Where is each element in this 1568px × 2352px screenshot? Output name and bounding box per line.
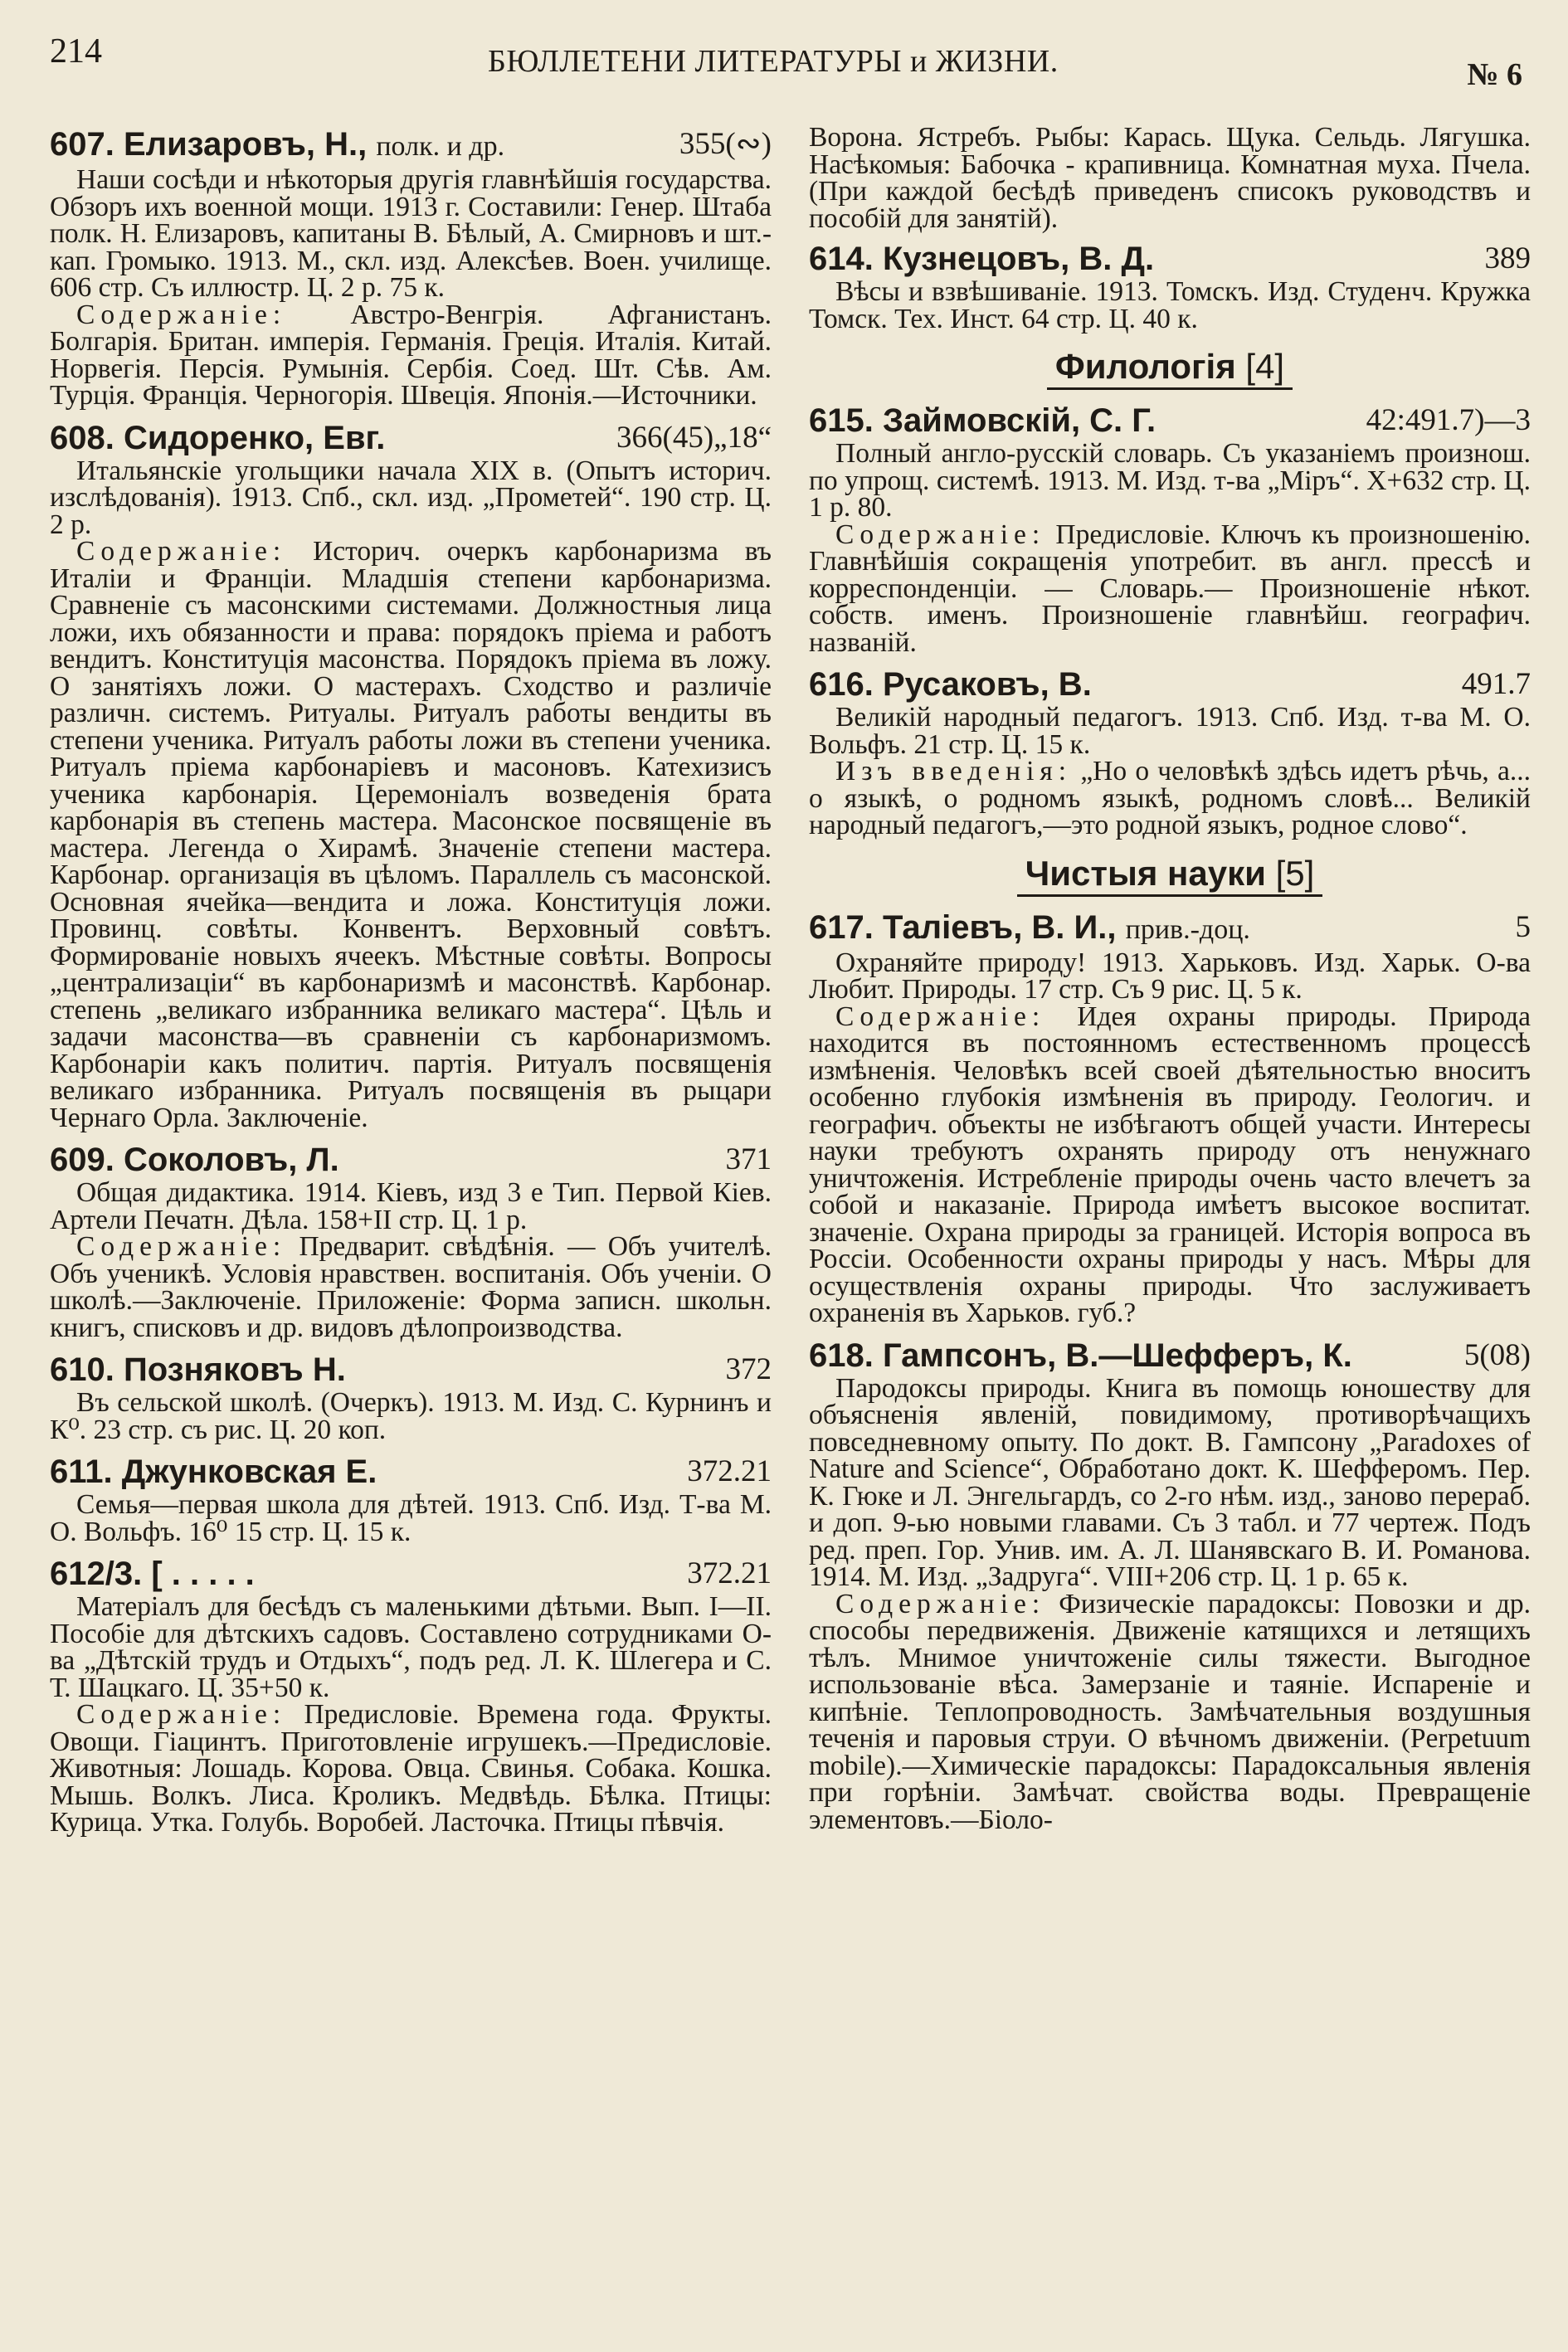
entry-heading [50,418,772,458]
entry-contents: „Но о человѣкѣ здѣсь идетъ рѣчь, а... о языкѣ, о родномъ языкѣ, родномъ словѣ... Великій народный педагогъ,—это родной языкъ, родное слово“. [809,756,1531,840]
entry-number: 611. [50,1454,113,1490]
entry-heading: 617. Таліевъ, В. И., прив.-доц. 5 [809,908,1531,950]
bibliography-entry-608 [50,418,772,1132]
entry-author: Займовскій, С. Г. [882,402,1157,439]
entry-heading [809,665,1531,704]
entry-number: 614. [809,241,874,277]
entry-author: Гампсонъ, В.—Шефферъ, К. [882,1337,1352,1374]
entry-description: Полный англо-русскій словарь. Съ указаніемъ произнош. по упрощ. системѣ. 1913. М. Изд. т-ва „Міръ“. X+632 стр. Ц. 1 р. 80. [809,438,1531,523]
entry-contents: Историч. очеркъ карбонаризма въ Италіи и Франціи. Младшія степени карбонаризма. Сравненіе съ масонскими системами. Должностныя лица ложи, ихъ обязанности и права: порядокъ пріема и работъ вендитъ. Конституція масонства. Порядокъ пріема въ ложу. О занятіяхъ ложи. О мастерахъ. Сходство и различіе различн. системъ. Ритуалы. Ритуалъ работы вендиты въ степени ученика. Ритуалъ работы ложи въ степени ученика. Ритуалъ пріема карбонаріевъ и масоновъ. Катехизисъ ученика карбонарія. Церемоніалъ возведенія брата карбонарія въ степень мастера. Масонское посвященіе въ мастера. Легенда о Хирамѣ. Значеніе степени мастера. Карбонар. организація въ цѣломъ. Параллель съ масонской. Основная ячейка—вендита и ложа. Конституція ложи. Провинц. совѣты. Конвентъ. Верховный совѣтъ. Формированіе новыхъ ячеекъ. Мѣстные совѣты. Вопросы „централизаціи“ въ карбонаризмѣ и масонствѣ. Карбонар. степень „великаго избранника великаго мастера“. Цѣль и задачи масонства—въ сравненіи съ карбонаризмомъ. Карбонаріи какъ политич. партія. Ритуалъ посвященія великаго избранника. Ритуалъ посвященія въ рыцари Чернаго Орла. Заключеніе. [50,536,772,1133]
page-number: 214 [50,32,102,71]
entry-author: [ . . . . . [151,1556,255,1592]
entry-author: Позняковъ Н. [123,1351,346,1388]
entry-author: Сидоренко, Евг. [123,419,386,456]
entry-heading [50,1554,772,1594]
entry-role: прив.-доц. [1125,913,1250,945]
entry-contents-paragraph [809,758,1531,840]
bibliography-entry-614 [809,239,1531,333]
entry-contents-paragraph [809,1588,1531,1835]
bibliography-entry-616 [809,665,1531,840]
entry-contents: Предисловіе. Времена года. Фрукты. Овощи. Гіацинтъ. Приготовленіе игрушекъ.—Предисловіе. Животныя: Лошадь. Корова. Овца. Свинья. Собака. Кошка. Мышь. Волкъ. Лиса. Кроликъ. Медвѣдь. Бѣлка. Птицы: Курица. Утка. Голубь. Воробей. Ласточка. Птицы пѣвчія. [50,1699,772,1838]
entry-contents: Предварит. свѣдѣнія. — Объ учителѣ. Объ ученикѣ. Условія нравствен. воспитанія. Объ ученіи. О школѣ.—Заключеніе. Приложеніе: Форма записн. школьн. книгъ, списковъ и др. видовъ дѣлопроизводства. [50,1231,772,1343]
entry-description: Великій народный педагогъ. 1913. Спб. Изд. т-ва М. О. Вольфъ. 21 стр. Ц. 15 к. [809,702,1531,760]
entry-contents-label: Содержаніе: [76,1699,287,1730]
entry-contents-paragraph [50,1231,772,1343]
bibliography-entry-609 [50,1140,772,1342]
entry-number: 616. [809,666,874,703]
entry-contents-label: Содержаніе: [76,1231,287,1262]
bibliography-entry-615 [809,401,1531,656]
entry-heading: 607. Елизаровъ, Н., полк. и др. 355(∾) [50,124,772,167]
entry-continuation: Ворона. Ястребъ. Рыбы: Карась. Щука. Сельдь. Лягушка. Насѣкомыя: Бабочка - крапивница. Комнатная муха. Пчела. (При каждой бесѣдѣ приведенъ списокъ руководствъ и пособій для занятій). [809,122,1531,234]
entry-heading [50,1140,772,1180]
section-title: Филологія [1054,347,1236,386]
entry-number: 610. [50,1351,114,1388]
entry-number: 612/3. [50,1556,143,1592]
right-column [809,124,1531,1842]
entry-contents: Предисловіе. Ключъ къ произношенію. Главнѣйшія сокращенія употребит. въ англ. прессѣ и корреспонденціи. — Словарь.— Произношеніе нѣкот. собств. именъ. Произношеніе главнѣйш. географич. названій. [809,519,1531,658]
entry-description: Семья—первая школа для дѣтей. 1913. Спб. Изд. Т-ва М. О. Вольфъ. 16⁰ 15 стр. Ц. 15 к. [50,1489,772,1547]
entry-classification: 372 [725,1352,772,1386]
entry-classification: 389 [1484,241,1531,275]
entry-contents-label: Содержаніе: [835,519,1046,550]
entry-contents-paragraph [50,1699,772,1838]
entry-author: Кузнецовъ, В. Д. [882,241,1155,277]
entry-author: Русаковъ, В. [882,666,1092,703]
entry-classification: 372.21 [687,1556,772,1590]
entry-heading [809,401,1531,441]
bibliography-entry-617 [809,908,1531,1327]
section-heading-philology [809,344,1531,389]
entry-classification: 42:491.7)—3 [1366,403,1531,437]
page-header [50,32,1522,90]
left-column [50,124,772,1845]
entry-author: Таліевъ, В. И. [882,908,1108,946]
bibliography-entry-612 [50,1554,772,1837]
entry-author: Джунковская Е. [121,1454,377,1490]
entry-contents-paragraph [809,519,1531,658]
entry-contents-paragraph [809,1001,1531,1328]
entry-number: 607. [50,126,114,163]
running-title: БЮЛЛЕТЕНИ ЛИТЕРАТУРЫ и ЖИЗНИ. [488,44,1059,79]
entry-contents-label: Содержаніе: [76,536,287,567]
entry-number: 618. [809,1337,874,1374]
entry-heading [809,1336,1531,1376]
entry-description: Наши сосѣди и нѣкоторыя другія главнѣйшія государства. Обзоръ ихъ военной мощи. 1913 г. Составили: Генер. Штаба полк. Н. Елизаровъ, капитаны В. Бѣлый, А. Смирновъ и шт.-кап. Громыко. 1913. М., скл. изд. Алексѣев. Воен. училище. 606 стр. Съ иллюстр. Ц. 2 р. 75 к. [50,164,772,303]
bibliography-entry-618 [809,1336,1531,1834]
entry-description: Вѣсы и взвѣшиваніе. 1913. Томскъ. Изд. Студенч. Кружка Томск. Тех. Инст. 64 стр. Ц. 40 к. [809,276,1531,334]
entry-classification: 355(∾) [679,127,772,161]
section-number: [4] [1245,347,1285,386]
section-title: Чистыя науки [1025,853,1266,893]
entry-description: Итальянскіе угольщики начала XIX в. (Опытъ историч. изслѣдованія). 1913. Спб., скл. изд. „Прометей“. 190 стр. Ц. 2 р. [50,455,772,540]
section-heading-pure-sciences [809,851,1531,896]
entry-role: полк. и др. [376,131,505,162]
entry-author: Елизаровъ, Н. [123,126,358,163]
entry-description: Матеріалъ для бесѣдъ съ маленькими дѣтьми. Вып. I—II. Пособіе для дѣтскихъ садовъ. Составлено сотрудниками О-ва „Дѣтскій трудъ и Отдыхъ“, подъ ред. Л. К. Шлегера и С. Т. Шацкаго. Ц. 35+50 к. [50,1591,772,1703]
entry-contents: Австро-Венгрія. Афганистанъ. Болгарія. Британ. имперія. Германія. Греція. Италія. Китай. Норвегія. Персія. Румынія. Сербія. Соед. Шт. Сѣв. Ам. Турція. Франція. Черногорія. Швеція. Японія.—Источники. [50,299,772,411]
bibliography-entry-611 [50,1452,772,1546]
entry-contents-label: Содержаніе: [835,1001,1046,1032]
entry-description: Пародоксы природы. Книга въ помощь юношеству для объясненія явленій, повидимому, противорѣчащихъ повседневному опыту. По докт. В. Гампсону „Paradoxes of Nature and Science“, Обработано докт. К. Шефферомъ. Пер. К. Гюке и Л. Энгельгардъ, со 2-го нѣм. изд., заново перераб. и доп. 9-ью новыми главами. Съ 3 табл. и 77 чертеж. Подъ ред. преп. Гор. Унив. им. А. Л. Шанявскаго В. И. Романова. 1914. М. Изд. „Задруга“. VIII+206 стр. Ц. 1 р. 65 к. [809,1372,1531,1592]
entry-classification: 372.21 [687,1454,772,1488]
entry-classification: 5(08) [1463,1337,1531,1372]
entry-classification: 366(45)„18“ [616,420,772,455]
entry-description: Общая дидактика. 1914. Кіевъ, изд 3 е Тип. Первой Кіев. Артели Печатн. Дѣла. 158+II стр. Ц. 1 р. [50,1177,772,1235]
entry-contents-label: Содержаніе: [835,1588,1046,1619]
entry-author: Соколовъ, Л. [123,1142,339,1178]
entry-number: 615. [809,402,874,439]
entry-number: 608. [50,419,114,456]
entry-contents-paragraph [50,538,772,1132]
entry-contents-label: Изъ введенія: [835,756,1073,786]
entry-heading [809,239,1531,279]
entry-classification: 371 [725,1142,772,1176]
entry-contents-paragraph [50,299,772,411]
entry-contents: Идея охраны природы. Природа находится въ постоянномъ естественномъ процессѣ измѣненія. Человѣкъ всей своей дѣятельностью вноситъ особенно глубокія измѣненія въ природу. Геологич. и географич. объекты не избѣгаютъ общей участи. Интересы науки требуютъ охранять природу отъ ненужнаго уничтоженія. Истребленіе природы очень часто влечетъ за собой и наказаніе. Природа имѣетъ высокое воспитат. значеніе. Охрана природы за границей. Исторія вопроса въ Россіи. Особенности охраны природы у насъ. Мѣры для осуществленія охраны природы. Что заслуживаетъ охраненія въ Харьков. губ.? [809,1001,1531,1328]
entry-number: 609. [50,1142,114,1178]
entry-heading [50,1452,772,1492]
entry-description: Въ сельской школѣ. (Очеркъ). 1913. М. Изд. С. Курнинъ и К⁰. 23 стр. съ рис. Ц. 20 коп. [50,1387,772,1445]
entry-classification: 5 [1515,909,1531,944]
entry-classification: 491.7 [1461,667,1531,701]
entry-contents: Физическіе парадоксы: Повозки и др. способы передвиженія. Движеніе катящихся и летящихъ тѣлъ. Мнимое уничтоженіе силы тяжести. Выгодное использованіе вѣса. Замерзаніе и таяніе. Испареніе и кипѣніе. Теплопроводность. Замѣчательныя воздушныя теченія и паровыя струи. О вѣчномъ движеніи. (Perpetuum mobile).—Химическіе парадоксы: Парадоксальныя явленія при горѣніи. Замѣчат. свойства воды. Превращеніе элементовъ.—Біоло- [809,1588,1531,1835]
issue-number: № 6 [1467,57,1522,92]
entry-description: Охраняйте природу! 1913. Харьковъ. Изд. Харьк. О-ва Любит. Природы. 17 стр. Съ 9 рис. Ц. 5 к. [809,947,1531,1005]
entry-number: 617. [809,908,874,946]
entry-contents-label: Содержаніе: [76,299,287,330]
entry-heading [50,1350,772,1390]
bibliography-entry-607 [50,124,772,410]
bibliography-entry-610 [50,1350,772,1444]
section-number: [5] [1275,853,1315,893]
